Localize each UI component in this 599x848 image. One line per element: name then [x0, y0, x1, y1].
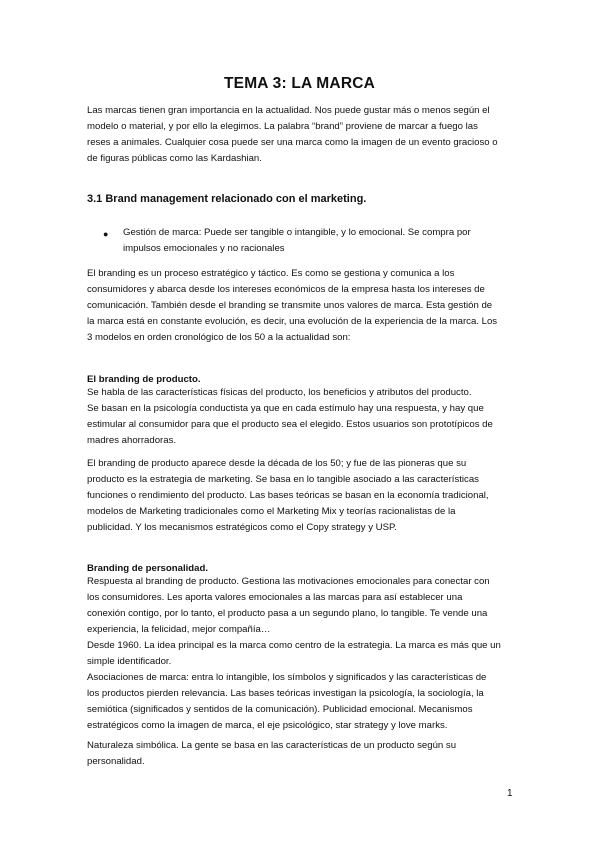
text-line: Asociaciones de marca: entra lo intangible, los símbolos y significados y las características de — [87, 672, 487, 683]
text-line: consumidores y abarca desde los intereses económicos de la empresa hasta los intereses de — [87, 283, 485, 295]
text-line: de figuras públicas como las Kardashian. — [87, 152, 262, 164]
personalidad-paragraph-1 — [87, 574, 515, 669]
producto-paragraph-1 — [87, 385, 515, 449]
producto-heading: El branding de producto. — [87, 374, 201, 385]
text-line: comunicación. También desde el branding se transmite unos valores de marca. Esta gestión de — [87, 299, 493, 311]
text-line: publicidad. Y los mecanismos estratégicos como el Copy strategy y USP. — [87, 521, 397, 533]
text-line: personalidad. — [87, 755, 145, 767]
text-line: la marca está en constante evolución, es decir, una evolución de la experiencia de la marca. Los — [87, 315, 498, 327]
text-line: Las marcas tienen gran importancia en la actualidad. Nos puede gustar más o menos según el — [87, 105, 490, 116]
text-line: conexión contigo, por lo tanto, el producto pasa a un segundo plano, lo tangible. Te vende una — [87, 607, 488, 619]
text-line: impulsos emocionales y no racionales — [123, 242, 285, 254]
text-line: madres ahorradoras. — [87, 434, 177, 446]
text-line: Gestión de marca: Puede ser tangible o intangible, y lo emocional. Se compra por — [123, 227, 471, 238]
personalidad-paragraph-3 — [87, 738, 515, 770]
text-line: los consumidores. Les aporta valores emocionales a las marcas para así establecer una — [87, 591, 463, 603]
text-line: estimular al consumidor para que el producto sea el elegido. Estos usuarios son prototípicos de — [87, 418, 493, 430]
text-line: Desde 1960. La idea principal es la marca como centro de la estrategia. La marca es más que un — [87, 639, 501, 651]
text-line: simple identificador. — [87, 655, 172, 667]
intro-paragraph — [87, 103, 515, 167]
bullet-item — [123, 225, 471, 257]
text-line: Respuesta al branding de producto. Gestiona las motivaciones emocionales para conectar con — [87, 576, 490, 587]
text-line: modelos de Marketing tradicionales como el Marketing Mix y teorías racionalistas de la — [87, 505, 456, 517]
personalidad-paragraph-2 — [87, 670, 515, 734]
text-line: reses a animales. Cualquier cosa puede ser una marca como la imagen de un evento gracioso o — [87, 136, 498, 148]
text-line: modelo o material, y por ello la elegimos. La palabra “brand” proviene de marcar a fuego las — [87, 120, 478, 132]
text-line: El branding de producto aparece desde la década de los 50; y fue de las pioneras que su — [87, 458, 467, 469]
producto-paragraph-2 — [87, 456, 515, 536]
page-number: 1 — [507, 788, 513, 799]
branding-paragraph — [87, 266, 515, 346]
text-line: funciones o rendimiento del producto. Las bases teóricas se basan en la economía tradicional, — [87, 489, 489, 501]
text-line: los productos pierden relevancia. Las bases teóricas investigan la psicología, la sociología, la — [87, 687, 484, 699]
text-line: Se habla de las características físicas del producto, los beneficios y atributos del producto. — [87, 387, 472, 398]
personalidad-heading: Branding de personalidad. — [87, 563, 209, 574]
text-line: estratégicos como la imagen de marca, el eje psicológico, star strategy y love marks. — [87, 719, 448, 731]
text-line: semiótica (significados y sentidos de la comunicación). Publicidad emocional. Mecanismos — [87, 703, 473, 715]
section-heading: 3.1 Brand management relacionado con el marketing. — [87, 193, 367, 205]
text-line: experiencia, la felicidad, mejor compañía… — [87, 623, 271, 635]
text-line: Se basan en la psicología conductista ya que en cada estímulo hay una respuesta, y hay que — [87, 402, 484, 414]
bullet-icon: ● — [103, 229, 109, 239]
text-line: El branding es un proceso estratégico y táctico. Es como se gestiona y comunica a los — [87, 268, 455, 279]
text-line: Naturaleza simbólica. La gente se basa en las características de un producto según su — [87, 740, 457, 751]
text-line: 3 modelos en orden cronológico de los 50 a la actualidad son: — [87, 331, 351, 343]
text-line: producto es la estrategia de marketing. Se basa en lo tangible asociado a las características — [87, 473, 479, 485]
page-title: TEMA 3: LA MARCA — [223, 75, 375, 92]
